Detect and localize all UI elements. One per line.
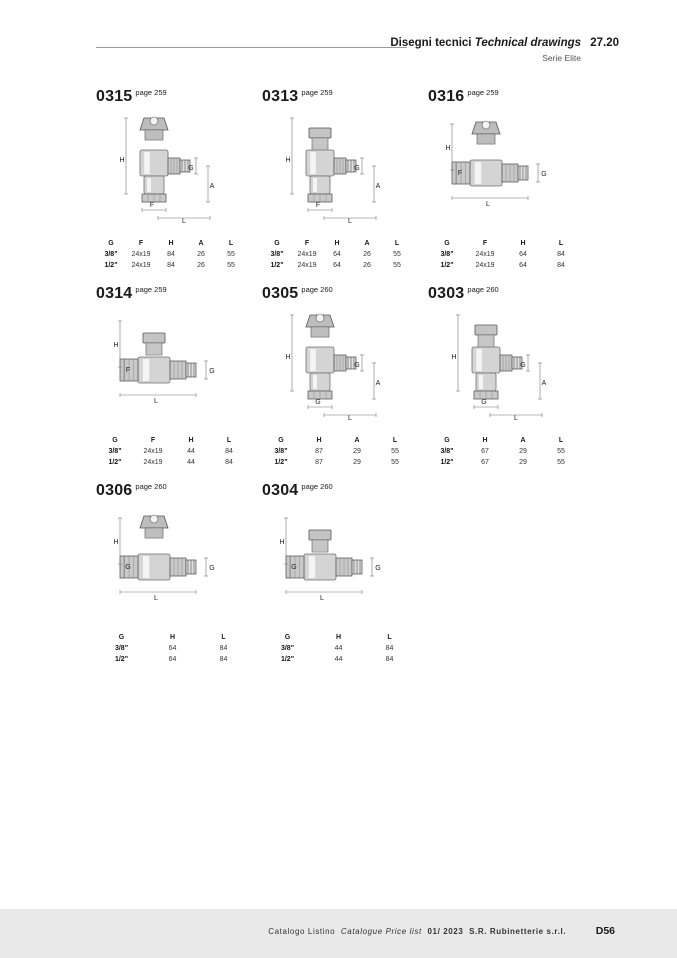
spec-header-row xyxy=(428,434,580,446)
dimension-label: F xyxy=(125,367,131,374)
product-title xyxy=(428,88,588,106)
spec-cell: 1/2" xyxy=(114,656,129,663)
spec-cell: 24x19 xyxy=(143,448,163,455)
spec-cell: 29 xyxy=(353,448,361,455)
spec-header-cell: H xyxy=(169,633,176,641)
product-code: 0315 xyxy=(96,88,133,105)
spec-cell: 84 xyxy=(219,645,228,652)
dimension-label: G xyxy=(209,565,215,572)
dimension-label: A xyxy=(375,380,381,387)
dimension-label: F xyxy=(457,170,463,177)
spec-cell: 55 xyxy=(391,448,399,455)
spec-header-cell: F xyxy=(150,436,156,444)
spec-cell: 44 xyxy=(187,459,195,466)
handwheel-cap xyxy=(150,117,158,125)
product-title xyxy=(96,482,256,500)
spec-cell: 3/8" xyxy=(274,448,288,455)
footer-edition: 01/ 2023 xyxy=(427,927,464,936)
spec-cell: 1/2" xyxy=(440,459,454,466)
spec-cell: 55 xyxy=(227,251,235,258)
spec-cell: 3/8" xyxy=(280,645,295,652)
spec-cell: 64 xyxy=(168,656,177,663)
spec-header-cell: L xyxy=(226,436,232,444)
spec-header-cell: G xyxy=(112,436,118,444)
spec-cell: 29 xyxy=(519,448,527,455)
dimension-label: G xyxy=(209,368,215,375)
spec-row xyxy=(262,260,412,271)
spec-header-cell: L xyxy=(558,239,564,247)
spec-cell: 26 xyxy=(363,262,371,269)
body-highlight xyxy=(143,359,149,381)
spec-cell: 3/8" xyxy=(270,251,284,258)
spec-cell: 24x19 xyxy=(143,459,163,466)
spec-cell: 24x19 xyxy=(475,251,495,258)
dimension-label: G xyxy=(375,565,381,572)
dimension-label: H xyxy=(285,354,291,361)
spindle xyxy=(145,528,163,538)
product-title xyxy=(262,88,422,106)
spec-header-cell: G xyxy=(274,239,280,247)
dimension-label: L xyxy=(514,415,518,422)
product-code: 0316 xyxy=(428,88,465,105)
dimension-label: L xyxy=(348,218,352,225)
dimension-label: L xyxy=(320,595,324,602)
spec-cell: 84 xyxy=(225,448,233,455)
series-name: Serie Elite xyxy=(542,53,581,63)
header-title-en: Technical drawings xyxy=(474,37,582,49)
spec-cell: 84 xyxy=(225,459,233,466)
product-code: 0304 xyxy=(262,482,299,499)
dimension-label: G xyxy=(315,399,321,406)
spec-cell: 1/2" xyxy=(104,262,118,269)
spec-cell: 24x19 xyxy=(475,262,495,269)
dimension-label: L xyxy=(486,201,490,208)
protection-cap xyxy=(309,530,331,540)
product-title xyxy=(262,482,422,500)
body-highlight xyxy=(147,178,151,192)
spec-cell: 55 xyxy=(557,448,565,455)
body-highlight xyxy=(479,375,483,389)
dimension-label: H xyxy=(113,342,119,349)
spec-cell: 55 xyxy=(227,262,235,269)
spec-cell: 84 xyxy=(219,656,228,663)
dimension-label: G xyxy=(520,362,526,369)
spec-cell: 64 xyxy=(519,251,527,258)
spec-header-cell: H xyxy=(482,436,488,444)
valve-body xyxy=(304,554,336,580)
spec-header-row xyxy=(262,631,415,643)
spec-cell: 44 xyxy=(334,645,343,652)
spec-header-cell: F xyxy=(482,239,488,247)
page-reference: page 260 xyxy=(467,285,499,294)
product-title xyxy=(96,88,256,106)
spec-header-cell: A xyxy=(520,436,526,444)
spec-header-cell: H xyxy=(335,633,342,641)
spec-cell: 44 xyxy=(187,448,195,455)
spec-table xyxy=(262,434,414,468)
dimension-label: L xyxy=(154,595,158,602)
product-code: 0313 xyxy=(262,88,299,105)
spindle xyxy=(311,327,329,337)
spec-cell: 24x19 xyxy=(297,251,317,258)
spec-cell: 24x19 xyxy=(297,262,317,269)
spec-header-row xyxy=(96,237,246,249)
dimension-label: H xyxy=(285,157,291,164)
spec-table xyxy=(428,237,580,271)
spec-row xyxy=(262,446,414,457)
body-highlight xyxy=(313,375,317,389)
spec-cell: 84 xyxy=(385,656,394,663)
page-reference: page 259 xyxy=(467,88,499,97)
spec-header-cell: L xyxy=(221,633,226,641)
spec-cell: 55 xyxy=(391,459,399,466)
technical-drawing xyxy=(96,110,256,225)
handwheel-cap xyxy=(482,121,490,129)
protection-cap xyxy=(309,128,331,138)
spec-header-cell: G xyxy=(444,239,450,247)
spec-cell: 3/8" xyxy=(114,645,129,652)
spec-header-cell: A xyxy=(364,239,370,247)
spec-header-cell: G xyxy=(108,239,114,247)
spec-header-cell: A xyxy=(354,436,360,444)
spec-table xyxy=(96,434,248,468)
technical-drawing xyxy=(262,504,422,619)
footer-catalog-it: Catalogo Listino xyxy=(268,927,336,936)
technical-drawing xyxy=(428,307,588,422)
dimension-label: F xyxy=(149,202,155,209)
dimension-label: F xyxy=(315,202,321,209)
dimension-label: A xyxy=(541,380,547,387)
header-title xyxy=(390,37,619,49)
product-title xyxy=(96,285,256,303)
dimension-label: G xyxy=(541,171,547,178)
spec-table xyxy=(96,237,246,271)
spec-row xyxy=(96,643,249,654)
spec-cell: 24x19 xyxy=(131,262,151,269)
spec-header-cell: F xyxy=(138,239,144,247)
spec-header-row xyxy=(262,237,412,249)
body-highlight xyxy=(313,178,317,192)
spec-header-row xyxy=(96,631,249,643)
dimension-label: H xyxy=(451,354,457,361)
spec-cell: 55 xyxy=(393,262,401,269)
spec-row xyxy=(428,249,580,260)
spec-header-row xyxy=(262,434,414,446)
body-highlight xyxy=(476,349,482,371)
technical-drawing xyxy=(96,504,256,619)
spec-header-row xyxy=(96,434,248,446)
spec-header-cell: L xyxy=(558,436,564,444)
spec-cell: 1/2" xyxy=(440,262,454,269)
technical-drawing xyxy=(262,110,422,225)
spec-cell: 87 xyxy=(315,448,323,455)
spec-cell: 64 xyxy=(333,251,341,258)
spec-table xyxy=(96,631,249,665)
dimension-label: A xyxy=(209,183,215,190)
spec-header-cell: L xyxy=(387,633,392,641)
spec-cell: 84 xyxy=(557,251,565,258)
page-reference: page 260 xyxy=(135,482,167,491)
dimension-label: L xyxy=(154,398,158,405)
spec-cell: 84 xyxy=(385,645,394,652)
spec-cell: 67 xyxy=(481,448,489,455)
body-highlight xyxy=(144,152,150,174)
spec-cell: 55 xyxy=(557,459,565,466)
spec-row xyxy=(262,643,415,654)
footer-text xyxy=(268,927,613,936)
spec-cell: 1/2" xyxy=(270,262,284,269)
spec-header-cell: H xyxy=(520,239,526,247)
dimension-label: G xyxy=(291,564,297,571)
dimension-label: H xyxy=(445,145,451,152)
spec-cell: 44 xyxy=(334,656,343,663)
body-highlight xyxy=(475,162,481,184)
spec-header-cell: F xyxy=(304,239,310,247)
technical-drawing xyxy=(262,307,422,422)
spec-row xyxy=(96,260,246,271)
spec-cell: 3/8" xyxy=(440,251,454,258)
valve-body xyxy=(140,150,168,176)
body-highlight xyxy=(310,152,316,174)
spec-cell: 29 xyxy=(353,459,361,466)
spec-header-cell: G xyxy=(278,436,284,444)
dimension-label: G xyxy=(481,399,487,406)
spec-cell: 29 xyxy=(519,459,527,466)
page-reference: page 259 xyxy=(135,285,167,294)
spec-cell: 84 xyxy=(167,262,175,269)
spec-header-cell: L xyxy=(392,436,398,444)
header-title-it: Disegni tecnici xyxy=(390,37,472,49)
spec-header-cell: L xyxy=(394,239,400,247)
spec-cell: 26 xyxy=(363,251,371,258)
protection-cap xyxy=(475,325,497,335)
spec-cell: 64 xyxy=(519,262,527,269)
spec-cell: 1/2" xyxy=(108,459,122,466)
spec-header-cell: H xyxy=(316,436,322,444)
dimension-label: G xyxy=(354,362,360,369)
spec-header-cell: G xyxy=(444,436,450,444)
spec-row xyxy=(96,654,249,665)
spec-cell: 3/8" xyxy=(108,448,122,455)
spec-cell: 26 xyxy=(197,262,205,269)
product-code: 0303 xyxy=(428,285,465,302)
spec-cell: 26 xyxy=(197,251,205,258)
dimension-label: G xyxy=(188,165,194,172)
spec-row xyxy=(428,446,580,457)
product-code: 0305 xyxy=(262,285,299,302)
page-reference: page 259 xyxy=(301,88,333,97)
spec-header-cell: G xyxy=(284,633,291,641)
spec-cell: 1/2" xyxy=(274,459,288,466)
handwheel-cap xyxy=(316,314,324,322)
spec-row xyxy=(428,260,580,271)
spec-row xyxy=(262,457,414,468)
page-reference: page 260 xyxy=(301,482,333,491)
product-code: 0314 xyxy=(96,285,133,302)
spec-table xyxy=(262,631,415,665)
product-title xyxy=(262,285,422,303)
spec-header-cell: G xyxy=(118,633,125,641)
header-rule xyxy=(96,47,407,48)
spec-cell: 64 xyxy=(168,645,177,652)
spec-table xyxy=(428,434,580,468)
product-code: 0306 xyxy=(96,482,133,499)
spec-table xyxy=(262,237,412,271)
valve-body xyxy=(470,160,502,186)
spec-header-cell: A xyxy=(198,239,204,247)
spec-cell: 24x19 xyxy=(131,251,151,258)
spec-cell: 67 xyxy=(481,459,489,466)
spec-cell: 84 xyxy=(557,262,565,269)
spec-cell: 55 xyxy=(393,251,401,258)
handwheel-cap xyxy=(150,515,158,523)
footer-catalog-en: Catalogue Price list xyxy=(340,927,422,936)
spec-cell: 87 xyxy=(315,459,323,466)
page-reference: page 260 xyxy=(301,285,333,294)
spec-row xyxy=(262,654,415,665)
footer-page-number: D56 xyxy=(595,925,615,937)
spec-row xyxy=(262,249,412,260)
dimension-label: A xyxy=(375,183,381,190)
spec-cell: 84 xyxy=(167,251,175,258)
dimension-label: H xyxy=(119,157,125,164)
dimension-label: L xyxy=(348,415,352,422)
dimension-label: G xyxy=(125,564,131,571)
body-highlight xyxy=(310,349,316,371)
dimension-label: H xyxy=(279,539,285,546)
footer-company: S.R. Rubinetterie s.r.l. xyxy=(469,927,567,936)
page-reference: page 259 xyxy=(135,88,167,97)
spec-row xyxy=(96,457,248,468)
spec-row xyxy=(96,249,246,260)
spindle xyxy=(145,130,163,140)
product-title xyxy=(428,285,588,303)
spec-row xyxy=(428,457,580,468)
spec-header-cell: H xyxy=(334,239,340,247)
spindle xyxy=(477,134,495,144)
dimension-label: L xyxy=(182,218,186,225)
spec-header-row xyxy=(428,237,580,249)
spec-row xyxy=(96,446,248,457)
technical-drawing xyxy=(96,307,256,422)
spec-cell: 3/8" xyxy=(440,448,454,455)
dimension-label: G xyxy=(354,165,360,172)
protection-cap xyxy=(143,333,165,343)
technical-drawing xyxy=(428,110,588,225)
spec-cell: 1/2" xyxy=(280,656,295,663)
body-highlight xyxy=(309,556,315,578)
dimension-label: H xyxy=(113,539,119,546)
spec-cell: 64 xyxy=(333,262,341,269)
spec-header-cell: L xyxy=(228,239,234,247)
spec-cell: 3/8" xyxy=(104,251,118,258)
spec-header-cell: H xyxy=(168,239,174,247)
section-number: 27.20 xyxy=(590,37,619,49)
body-highlight xyxy=(143,556,149,578)
spec-header-cell: H xyxy=(188,436,194,444)
